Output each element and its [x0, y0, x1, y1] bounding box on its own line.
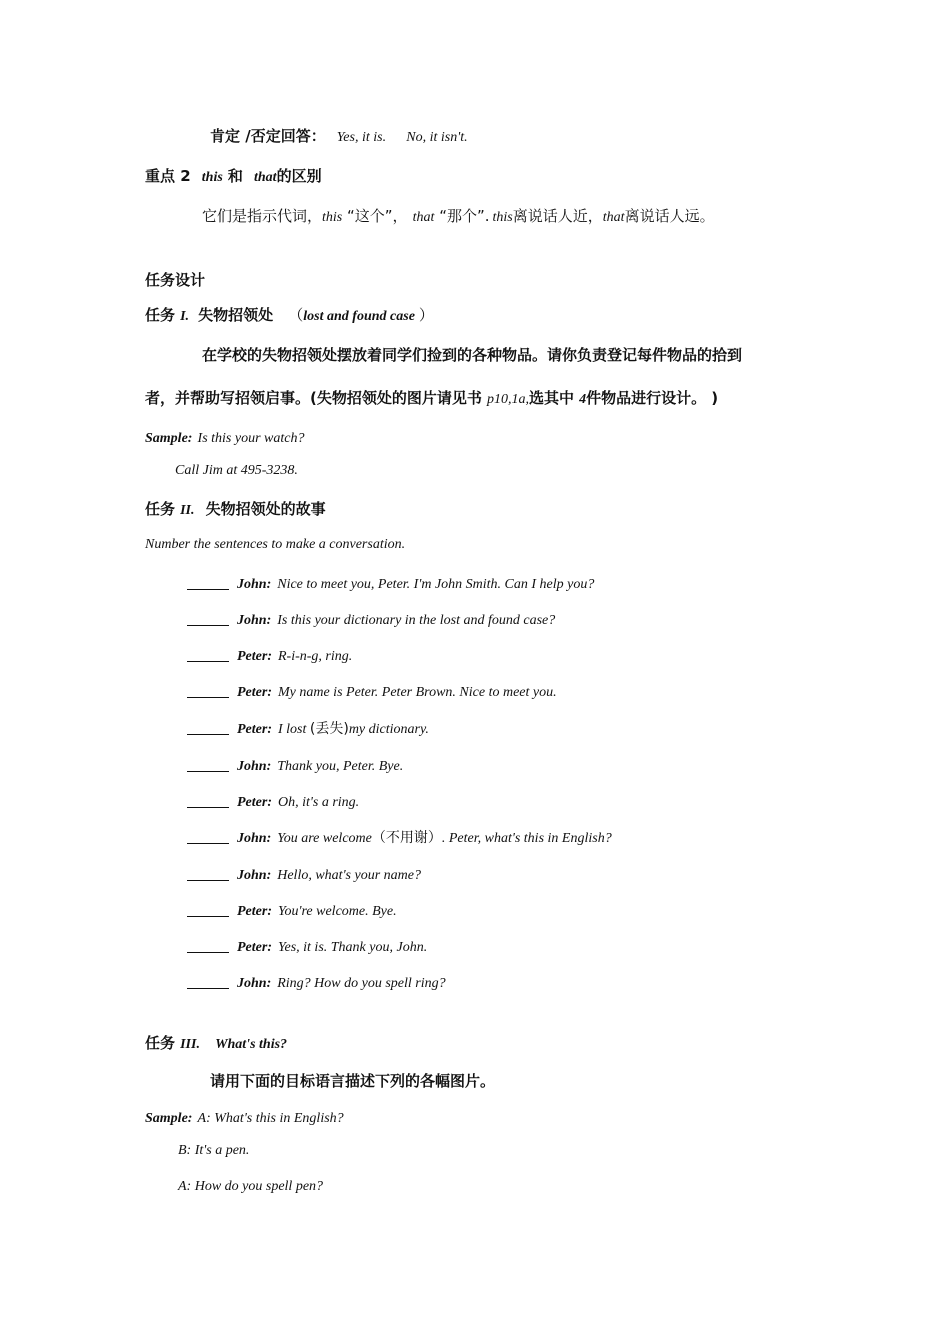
dialogue-speaker: John:: [237, 759, 272, 774]
task1-desc-b: 失物招领处的图片请见书: [316, 389, 482, 407]
dialogue-speaker: Peter:: [237, 722, 272, 737]
answer-no: No, it isn't.: [406, 130, 468, 145]
task1-num: I.: [180, 309, 190, 324]
task1-desc-a: 者，并帮助写招领启事。(: [145, 389, 317, 407]
answers-line: [210, 126, 468, 147]
task3-sample-b: B: It's a pen.: [178, 1143, 250, 1158]
task2-heading: [145, 499, 326, 520]
dialogue-speaker: John:: [237, 868, 272, 883]
task1-name-en: lost and found case: [303, 309, 415, 324]
answer-blank[interactable]: [187, 661, 229, 662]
dialogue-text: . Peter, what's this in English?: [441, 831, 612, 846]
key-point-prefix: 重点 2: [145, 167, 191, 185]
dialogue-line: [187, 755, 403, 776]
task3-sample-a: A: What's this in English?: [197, 1111, 344, 1126]
dialogue-text: my dictionary.: [348, 722, 429, 737]
dialogue-speaker: Peter:: [237, 649, 272, 664]
dialogue-speaker: Peter:: [237, 940, 272, 955]
key-point-and: 和: [227, 167, 243, 185]
task1-sample-line2: Call Jim at 495-3238.: [175, 463, 298, 478]
answers-label: 肯定 /否定回答：: [210, 127, 326, 145]
task1-sample: [145, 427, 305, 448]
task1-paren-close: ）: [418, 306, 434, 324]
task1-desc-line1: 在学校的失物招领处摆放着同学们捡到的各种物品。请你负责登记每件物品的拾到: [202, 346, 743, 364]
key-point-suffix: 的区别: [276, 167, 322, 185]
task1-desc-c: p10,1a,: [486, 392, 529, 407]
kp-part3: “那个”.: [434, 207, 490, 225]
dialogue-text: R-i-n-g, ring.: [277, 649, 353, 664]
dialogue-text-cn: (丢失): [309, 721, 349, 737]
dialogue-text: You are welcome: [277, 831, 372, 846]
task3-num: III.: [180, 1037, 200, 1052]
kp-that2: that: [602, 210, 625, 225]
dialogue-text-cn: （不用谢）: [371, 830, 442, 846]
answer-blank[interactable]: [187, 843, 229, 844]
answer-blank[interactable]: [187, 734, 229, 735]
task2-instruction: Number the sentences to make a conversation.: [145, 537, 406, 552]
dialogue-speaker: John:: [237, 831, 272, 846]
task1-paren-open: （: [288, 306, 304, 324]
answer-blank[interactable]: [187, 625, 229, 626]
dialogue-line: [187, 936, 427, 957]
task3-sample: [145, 1107, 344, 1128]
dialogue-line: [187, 864, 421, 885]
kp-this2: this: [492, 210, 513, 225]
kp-part1: 它们是指示代词，: [202, 207, 323, 225]
task1-sample-label: Sample:: [145, 431, 193, 446]
dialogue-text: Oh, it's a ring.: [277, 795, 360, 810]
key-point-body: [202, 206, 715, 227]
dialogue-line: [187, 827, 612, 848]
task1-heading: [145, 305, 434, 326]
task2-num: II.: [180, 503, 195, 518]
answer-blank[interactable]: [187, 697, 229, 698]
dialogue-line: [187, 681, 557, 702]
dialogue-line: [187, 791, 359, 812]
dialogue-line: [187, 972, 446, 993]
answer-blank[interactable]: [187, 952, 229, 953]
kp-that1: that: [412, 210, 435, 225]
dialogue-text: Hello, what's your name?: [277, 868, 421, 883]
dialogue-speaker: Peter:: [237, 904, 272, 919]
kp-part5: 离说话人远。: [624, 207, 715, 225]
answer-blank[interactable]: [187, 807, 229, 808]
kp-part2: “这个”，: [342, 207, 408, 225]
answer-blank[interactable]: [187, 880, 229, 881]
task1-desc-line2: [145, 388, 718, 409]
kp-this1: this: [322, 210, 343, 225]
dialogue-text: Thank you, Peter. Bye.: [277, 759, 404, 774]
answer-blank[interactable]: [187, 589, 229, 590]
task3-sample-label: Sample:: [145, 1111, 193, 1126]
key-point-heading: [145, 166, 322, 187]
kp-part4: 离说话人近，: [512, 207, 603, 225]
task2-name: 失物招领处的故事: [205, 500, 326, 518]
task-design-heading: 任务设计: [145, 271, 206, 289]
answer-yes: Yes, it is.: [336, 130, 387, 145]
task1-name: 失物招领处: [198, 306, 274, 324]
task3-desc: 请用下面的目标语言描述下列的各幅图片。: [210, 1072, 496, 1090]
task1-title-cn: 任务: [145, 306, 176, 324]
task3-sample-c: A: How do you spell pen?: [178, 1179, 324, 1194]
task3-heading: [145, 1033, 287, 1054]
dialogue-speaker: John:: [237, 613, 272, 628]
answer-blank[interactable]: [187, 771, 229, 772]
task1-desc-f: 件物品进行设计。 ): [586, 389, 719, 407]
task1-desc-e: 4: [579, 392, 587, 407]
key-point-that: that: [253, 170, 277, 185]
task2-title-cn: 任务: [145, 500, 176, 518]
task1-sample-text: Is this your watch?: [197, 431, 305, 446]
dialogue-speaker: John:: [237, 577, 272, 592]
dialogue-line: [187, 609, 555, 630]
task1-desc-d: 选其中: [528, 389, 574, 407]
dialogue-text: Yes, it is. Thank you, John.: [277, 940, 428, 955]
dialogue-text: Nice to meet you, Peter. I'm John Smith. Can I help you?: [277, 577, 595, 592]
dialogue-line: [187, 718, 429, 739]
dialogue-text: Ring? How do you spell ring?: [277, 976, 446, 991]
dialogue-speaker: Peter:: [237, 685, 272, 700]
task3-title-cn: 任务: [145, 1034, 176, 1052]
dialogue-speaker: Peter:: [237, 795, 272, 810]
dialogue-text: Is this your dictionary in the lost and found case?: [277, 613, 556, 628]
task3-name-en: What's this?: [215, 1037, 288, 1052]
dialogue-speaker: John:: [237, 976, 272, 991]
dialogue-line: [187, 573, 594, 594]
dialogue-text: My name is Peter. Peter Brown. Nice to meet you.: [277, 685, 557, 700]
dialogue-text: You're welcome. Bye.: [277, 904, 397, 919]
key-point-this: this: [201, 170, 223, 185]
dialogue-line: [187, 900, 397, 921]
dialogue-line: [187, 645, 352, 666]
answer-blank[interactable]: [187, 988, 229, 989]
answer-blank[interactable]: [187, 916, 229, 917]
dialogue-text: I lost: [277, 722, 310, 737]
